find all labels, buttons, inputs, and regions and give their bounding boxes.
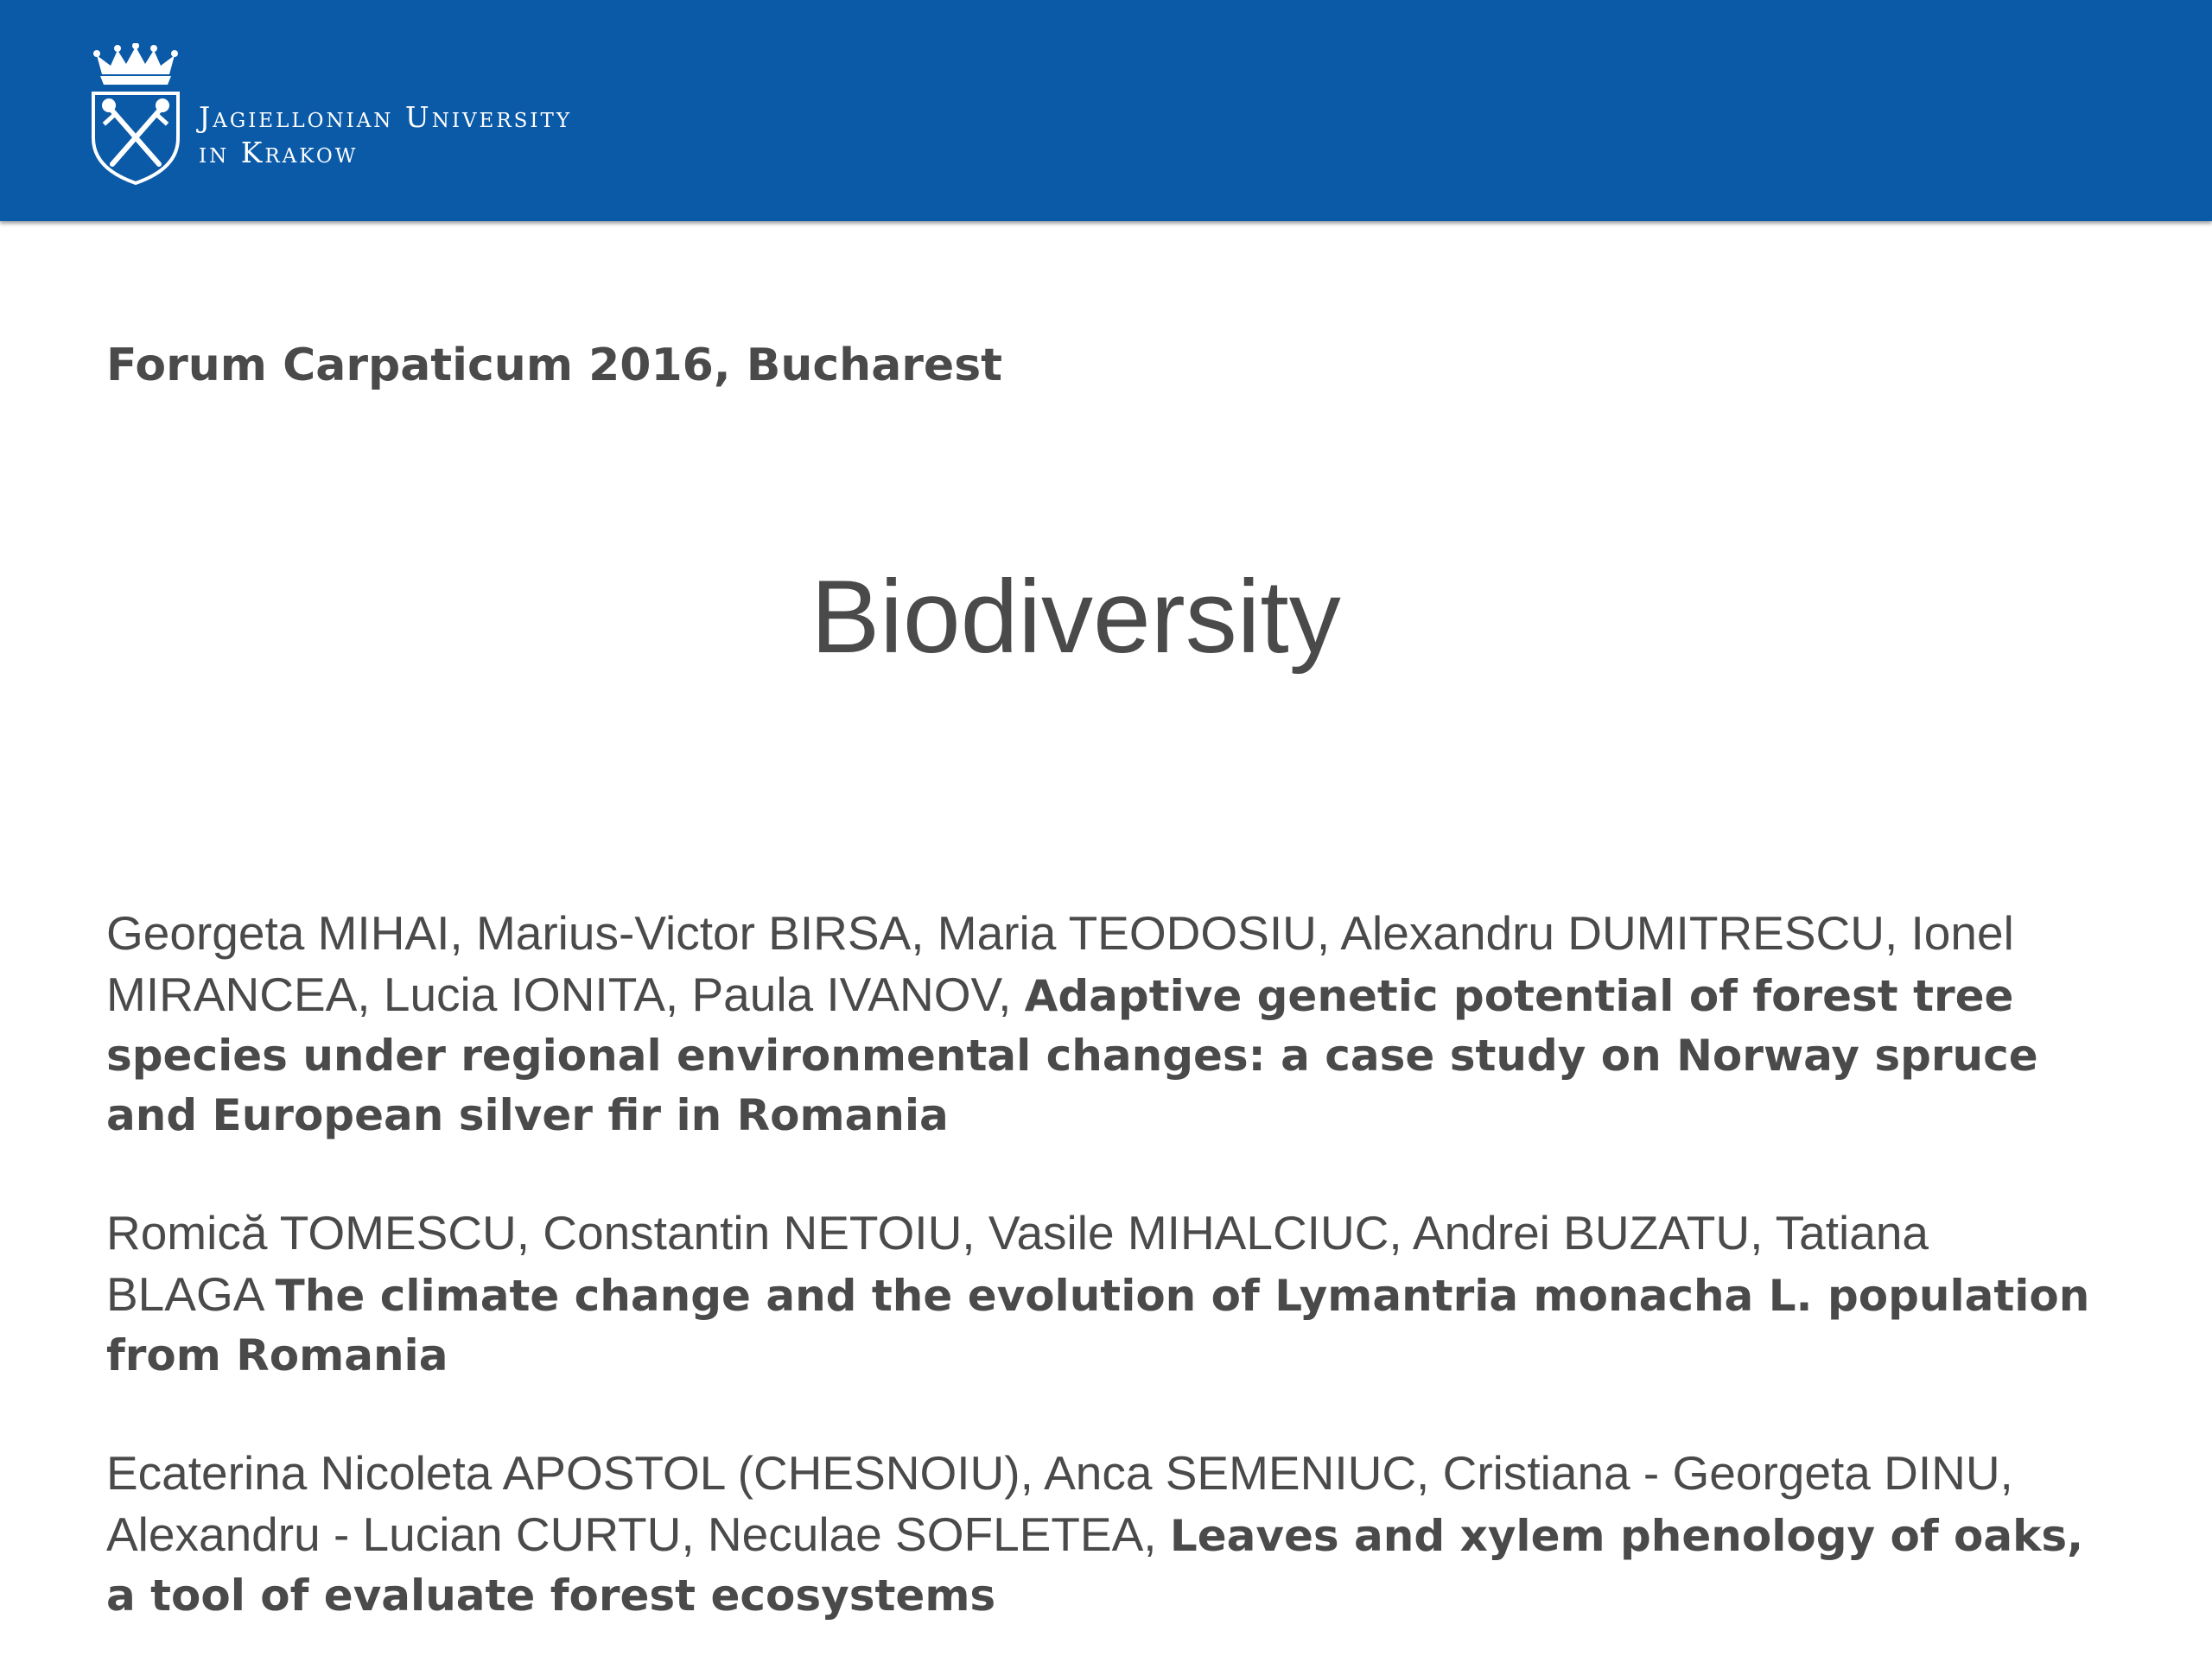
paper-authors: Ecaterina Nicoleta APOSTOL (CHESNOIU), Anca SEMENIUC, Cristiana - Georgeta DINU, Alexandru - Lucian CURTU, Neculae SOFLETEA, (106, 1446, 2013, 1561)
paper-title: The climate change and the evolution of Lymantria monacha L. population from Romania (106, 1271, 2090, 1380)
university-name-line1: Jagiellonian University (199, 100, 573, 134)
university-name (199, 99, 572, 170)
paper-title: Adaptive genetic potential of forest tree species under regional environmental changes: a case study on Norway spruce and European silver fir in Romania (106, 971, 2038, 1140)
university-name-line2: in Krakow (199, 136, 359, 169)
paper-list (106, 860, 2094, 1669)
paper-entry (106, 1203, 2094, 1386)
university-crest-icon (88, 43, 183, 185)
paper-authors: Romică TOMESCU, Constantin NETOIU, Vasile MIHALCIUC, Andrei BUZATU, Tatiana BLAGA (106, 1206, 1929, 1321)
paper-authors: Georgeta MIHAI, Marius-Victor BIRSA, Maria TEODOSIU, Alexandru DUMITRESCU, Ionel MIRANCEA, Lucia IONITA, Paula IVANOV, (106, 906, 2014, 1021)
university-header-bar (0, 0, 2212, 221)
conference-label: Forum Carpaticum 2016, Bucharest (106, 340, 1003, 391)
paper-title: Leaves and xylem phenology of oaks, a tool of evaluate forest ecosystems (106, 1511, 2084, 1621)
paper-entry (106, 904, 2094, 1145)
paper-entry (106, 1444, 2094, 1626)
slide-title: Biodiversity (810, 559, 1341, 675)
